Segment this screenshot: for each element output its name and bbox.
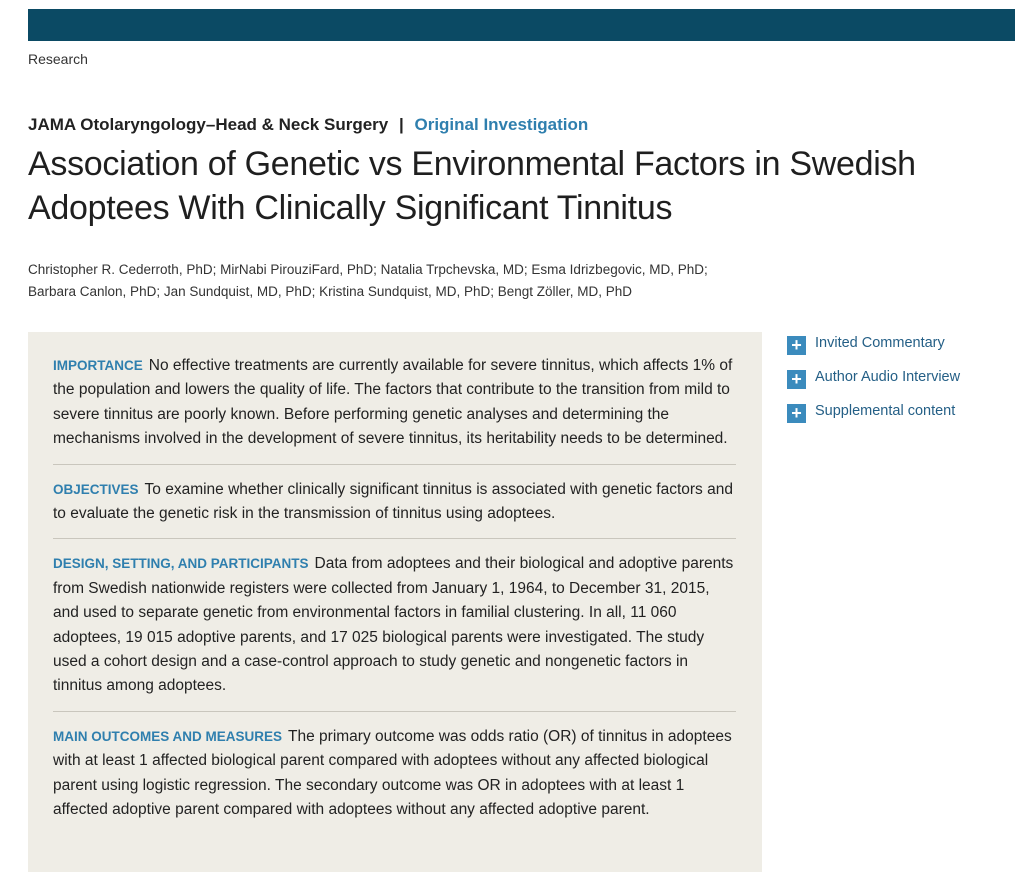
abstract-heading: IMPORTANCE [53, 358, 143, 373]
abstract-design [53, 552, 736, 698]
supplemental-content-link[interactable] [787, 394, 1007, 428]
abstract-outcomes [53, 725, 736, 823]
abstract-text: The primary outcome was odds ratio (OR) of tinnitus in adoptees with at least 1 affected biological parent compared with adoptees without any affected biological parent using logistic regression. The secondary outcome was OR in adoptees with at least 1 affected adoptive parent compared with adoptees without any affected adoptive parent. [53, 727, 732, 819]
author-audio-interview-link[interactable] [787, 360, 1007, 394]
abstract-text: No effective treatments are currently available for severe tinnitus, which affects 1% of the population and lowers the quality of life. The factors that contribute to the transition from mild to severe tinnitus are poorly known. Before performing genetic analyses and determining the mechanisms involved in the development of severe tinnitus, its heritability needs to be determined. [53, 357, 733, 448]
authors-line-1: Christopher R. Cederroth, PhD; MirNabi PirouziFard, PhD; Natalia Trpchevska, MD; Esma Idrizbegovic, MD, PhD; [28, 262, 708, 277]
link-label[interactable]: Invited Commentary [815, 335, 945, 351]
journal-line [28, 115, 588, 135]
link-label[interactable]: Supplemental content [815, 403, 956, 419]
author-list [28, 259, 788, 303]
divider [53, 711, 736, 712]
abstract-panel [28, 332, 762, 872]
journal-separator: | [398, 115, 404, 134]
plus-icon[interactable]: + [787, 370, 806, 389]
abstract-heading: DESIGN, SETTING, AND PARTICIPANTS [53, 556, 309, 572]
abstract-objectives [53, 478, 736, 527]
abstract-importance [53, 354, 736, 452]
divider [53, 538, 736, 539]
plus-icon[interactable]: + [787, 404, 806, 423]
abstract-heading: OBJECTIVES [53, 481, 139, 497]
journal-name[interactable]: JAMA Otolaryngology–Head & Neck Surgery [28, 115, 389, 134]
plus-icon[interactable]: + [787, 336, 806, 355]
link-label[interactable]: Author Audio Interview [815, 369, 961, 385]
related-links-sidebar [787, 326, 1007, 428]
abstract-heading: MAIN OUTCOMES AND MEASURES [53, 728, 283, 744]
authors-line-2: Barbara Canlon, PhD; Jan Sundquist, MD, PhD; Kristina Sundquist, MD, PhD; Bengt Zöller, MD, PhD [28, 284, 633, 299]
article-type-link[interactable]: Original Investigation [414, 115, 589, 134]
section-label: Research [28, 51, 88, 67]
abstract-text: To examine whether clinically significant tinnitus is associated with genetic factors and to evaluate the genetic risk in the transmission of tinnitus using adoptees. [53, 480, 733, 523]
divider [53, 464, 736, 465]
invited-commentary-link[interactable] [787, 326, 1007, 360]
article-title: Association of Genetic vs Environmental Factors in Swedish Adoptees With Clinically Significant Tinnitus [28, 145, 916, 227]
top-banner [28, 9, 1015, 41]
abstract-text: Data from adoptees and their biological and adoptive parents from Swedish nationwide registers were collected from January 1, 1964, to December 31, 2015, and used to separate genetic from environmental factors in familial clustering. In all, 11 060 adoptees, 19 015 adoptive parents, and 17 025 biological parents were investigated. The study used a cohort design and a case-control approach to study genetic and nongenetic factors in tinnitus among adoptees. [53, 555, 734, 695]
